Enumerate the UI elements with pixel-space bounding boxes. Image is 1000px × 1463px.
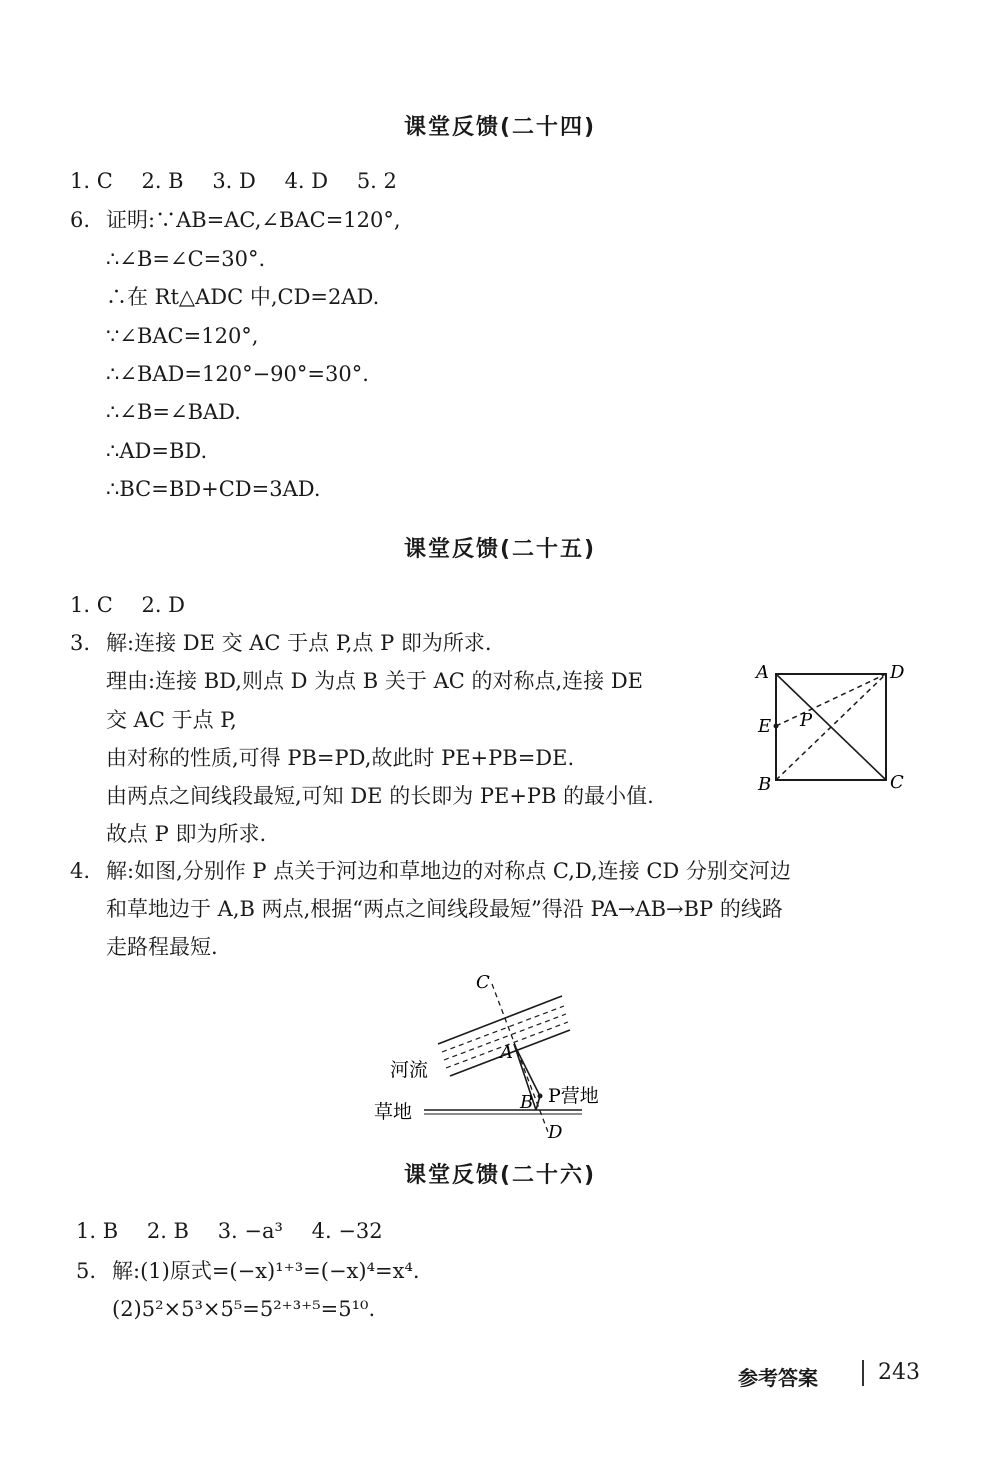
label-b: B xyxy=(758,774,772,795)
q5-line-0 xyxy=(76,1256,420,1286)
label-d: D xyxy=(548,1122,563,1143)
question-number: 5. xyxy=(76,1259,97,1283)
proof-line: ∴AD=BD. xyxy=(106,439,208,463)
q3-line-0 xyxy=(70,628,492,658)
proof-text: 证明:∵AB=AC,∠BAC=120°, xyxy=(106,208,401,232)
river-diagram xyxy=(370,966,640,1146)
proof-line: ∴∠B=∠C=30°. xyxy=(106,247,266,271)
answer-item: 1. C xyxy=(70,593,113,617)
label-camp: P营地 xyxy=(548,1085,599,1107)
label-p: P xyxy=(800,710,813,731)
proof-line: ∴∠B=∠BAD. xyxy=(106,400,241,424)
solution-line: 由对称的性质,可得 PB=PD,故此时 PE+PB=DE. xyxy=(106,746,575,770)
solution-line: (2)5²×5³×5⁵=5²⁺³⁺⁵=5¹⁰. xyxy=(112,1297,376,1321)
solution-line: 走路程最短. xyxy=(106,935,218,959)
footer-label: 参考答案 xyxy=(738,1366,818,1390)
page-number: 243 xyxy=(878,1360,920,1385)
q6-line-0 xyxy=(70,205,401,235)
label-b: B xyxy=(520,1092,534,1113)
q4-line-0 xyxy=(70,856,791,886)
answer-item: 4. D xyxy=(284,169,329,193)
solution-text: 解:(1)原式=(−x)¹⁺³=(−x)⁴=x⁴. xyxy=(112,1259,420,1283)
label-river: 河流 xyxy=(390,1059,429,1081)
answers-26 xyxy=(76,1216,405,1246)
answer-item: 5. 2 xyxy=(356,169,397,193)
solution-line: 由两点之间线段最短,可知 DE 的长即为 PE+PB 的最小值. xyxy=(106,784,654,808)
solution-text: 解:如图,分别作 P 点关于河边和草地边的对称点 C,D,连接 CD 分别交河边 xyxy=(106,859,791,883)
answer-item: 3. −a³ xyxy=(217,1219,283,1243)
label-e: E xyxy=(758,716,772,737)
label-c: C xyxy=(890,772,904,793)
answers-24 xyxy=(70,166,419,196)
solution-line: 理由:连接 BD,则点 D 为点 B 关于 AC 的对称点,连接 DE xyxy=(106,669,644,693)
answer-item: 1. B xyxy=(76,1219,119,1243)
proof-line: ∴∠BAD=120°−90°=30°. xyxy=(106,362,369,386)
proof-line: ∵∠BAC=120°, xyxy=(106,324,259,348)
label-d: D xyxy=(890,662,905,683)
path-pa xyxy=(514,1044,540,1096)
question-number: 6. xyxy=(70,208,91,232)
point-p xyxy=(538,1094,543,1099)
label-grass: 草地 xyxy=(374,1101,413,1123)
point-e xyxy=(774,724,779,729)
solution-line: 和草地边于 A,B 两点,根据“两点之间线段最短”得沿 PA→AB→BP 的线路 xyxy=(106,897,783,921)
solution-line: 故点 P 即为所求. xyxy=(106,822,267,846)
proof-line: ∴BC=BD+CD=3AD. xyxy=(106,477,321,501)
answer-item: 2. D xyxy=(141,593,186,617)
answers-25 xyxy=(70,590,207,620)
section-title-24: 课堂反馈(二十四) xyxy=(403,115,597,140)
question-number: 3. xyxy=(70,631,91,655)
footer-divider xyxy=(862,1360,864,1386)
segment-de xyxy=(776,674,886,726)
label-a: A xyxy=(756,662,769,683)
question-number: 4. xyxy=(70,859,91,883)
answer-item: 2. B xyxy=(146,1219,189,1243)
square-diagram xyxy=(752,658,912,798)
answer-item: 4. −32 xyxy=(311,1219,383,1243)
proof-line: ∴在 Rt△ADC 中,CD=2AD. xyxy=(106,285,380,309)
answer-item: 2. B xyxy=(141,169,184,193)
solution-line: 交 AC 于点 P, xyxy=(106,708,237,732)
label-c: C xyxy=(476,972,490,993)
label-a: A xyxy=(500,1042,513,1063)
river-bank-top xyxy=(438,996,562,1044)
answer-item: 3. D xyxy=(212,169,256,193)
section-title-25: 课堂反馈(二十五) xyxy=(403,537,597,562)
answer-item: 1. C xyxy=(70,169,113,193)
section-title-26: 课堂反馈(二十六) xyxy=(403,1163,597,1188)
solution-text: 解:连接 DE 交 AC 于点 P,点 P 即为所求. xyxy=(106,631,492,655)
